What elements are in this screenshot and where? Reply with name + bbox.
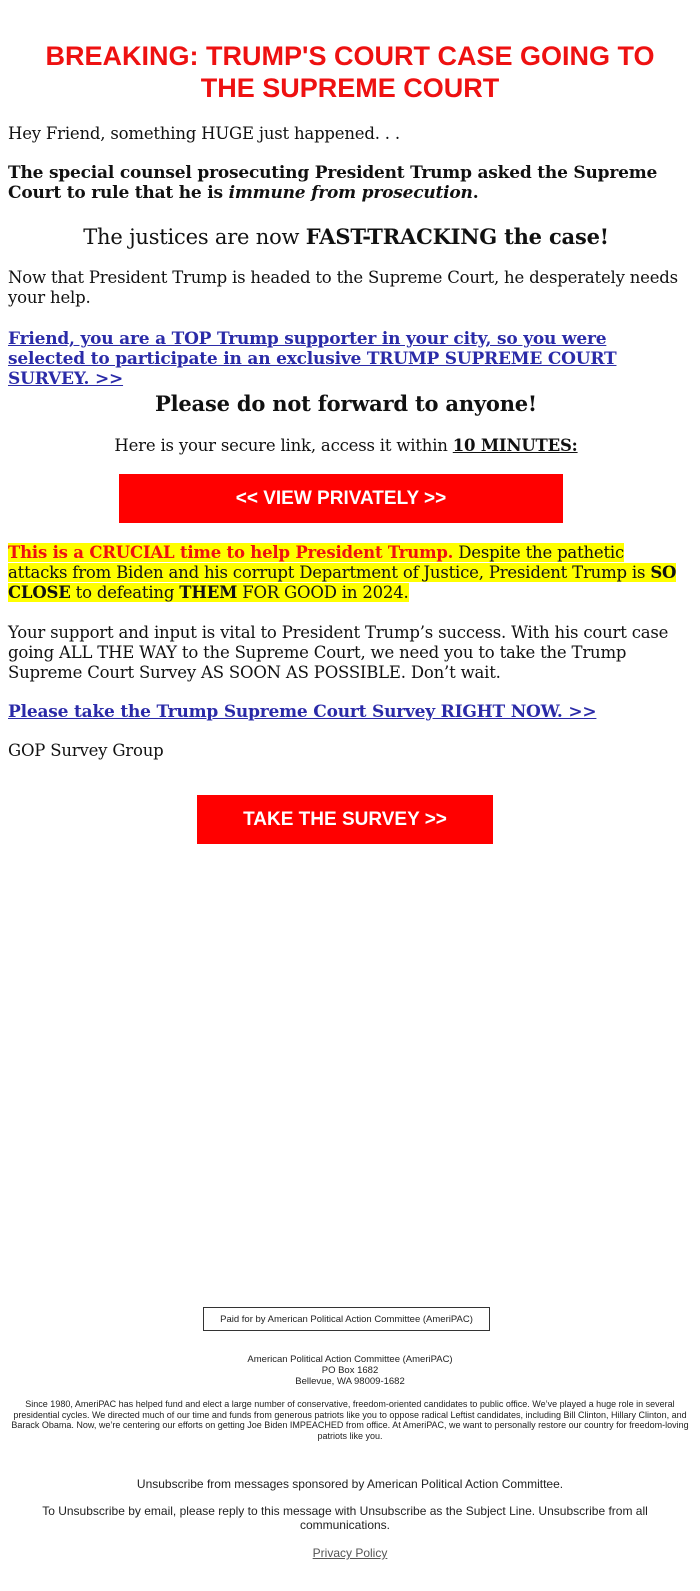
crucial-part-1: Despite the pathetic attacks from Biden and his corrupt Department of Justice, President Trump is	[8, 543, 651, 582]
org-address	[10, 1354, 690, 1387]
crucial-so-close: SO CLOSE	[8, 563, 677, 602]
justices-pre: The justices are now	[83, 225, 306, 249]
crucial-part-3: FOR GOOD in 2024.	[237, 583, 409, 602]
org-po-box: PO Box 1682	[321, 1365, 379, 1376]
crucial-them: THEM	[179, 583, 238, 602]
counsel-text: The special counsel prosecuting President Trump asked the Supreme Court to rule that he is	[8, 163, 658, 203]
crucial-paragraph	[8, 543, 684, 603]
privacy-policy-link[interactable]: Privacy Policy	[312, 1546, 388, 1560]
selected-survey-link[interactable]: Friend, you are a TOP Trump supporter in your city, so you were selected to participate in an exclusive TRUMP SUPREME COURT SURVEY. >>	[8, 329, 617, 389]
justices-line	[8, 224, 684, 250]
counsel-end: .	[472, 183, 479, 203]
headline-line-1: BREAKING: TRUMP'S COURT CASE GOING TO	[45, 41, 655, 71]
take-survey-link[interactable]: Please take the Trump Supreme Court Survey RIGHT NOW. >>	[8, 702, 597, 722]
do-not-forward: Please do not forward to anyone!	[155, 391, 537, 416]
secure-link-pre: Here is your secure link, access it within	[114, 436, 453, 455]
headline-line-2: THE SUPREME COURT	[200, 73, 500, 103]
counsel-italic: immune from prosecution	[228, 183, 473, 203]
org-city: Bellevue, WA 98009-1682	[295, 1376, 405, 1387]
justices-bold: FAST-TRACKING the case!	[305, 224, 609, 249]
paid-for-box: Paid for by American Political Action Committee (AmeriPAC)	[203, 1307, 490, 1331]
org-name: American Political Action Committee (AmeriPAC)	[247, 1354, 453, 1365]
unsubscribe-email: To Unsubscribe by email, please reply to this message with Unsubscribe as the Subject Line. Unsubscribe from all communications.	[42, 1504, 648, 1532]
support-paragraph: Your support and input is vital to President Trump’s success. With his court case going ALL THE WAY to the Supreme Court, we need you to take the Trump Supreme Court Survey AS SOON AS POSSIBLE. Don’t wait.	[8, 623, 669, 682]
org-about: Since 1980, AmeriPAC has helped fund and elect a large number of conservative, freedom-oriented candidates to public office. We’ve played a huge role in several presidential cycles. We directed much of our time and funds from generous patriots like you to oppose radical Leftist candidates, including Bill Clinton, Hillary Clinton, and Barack Obama. Now, we’re centering our efforts on getting Joe Biden IMPEACHED from office. At AmeriPAC, we want to personally restore our country for freedom-loving patriots like you.	[11, 1399, 689, 1441]
secure-link-line	[8, 436, 684, 456]
crucial-part-2: to defeating	[70, 583, 180, 602]
crucial-red: This is a CRUCIAL time to help President Trump.	[8, 543, 454, 562]
unsubscribe-sponsored[interactable]: Unsubscribe from messages sponsored by American Political Action Committee.	[136, 1477, 564, 1491]
headline	[20, 40, 680, 104]
secure-link-deadline: 10 MINUTES:	[452, 436, 578, 455]
counsel-paragraph	[8, 163, 684, 203]
greeting: Hey Friend, something HUGE just happened. . .	[8, 124, 400, 143]
signature: GOP Survey Group	[8, 741, 164, 760]
crucial-highlight	[8, 543, 676, 602]
view-privately-button[interactable]: << VIEW PRIVATELY >>	[119, 474, 563, 523]
take-survey-button[interactable]: TAKE THE SURVEY >>	[197, 795, 493, 844]
now-that-paragraph: Now that President Trump is headed to the Supreme Court, he desperately needs your help.	[8, 268, 678, 307]
